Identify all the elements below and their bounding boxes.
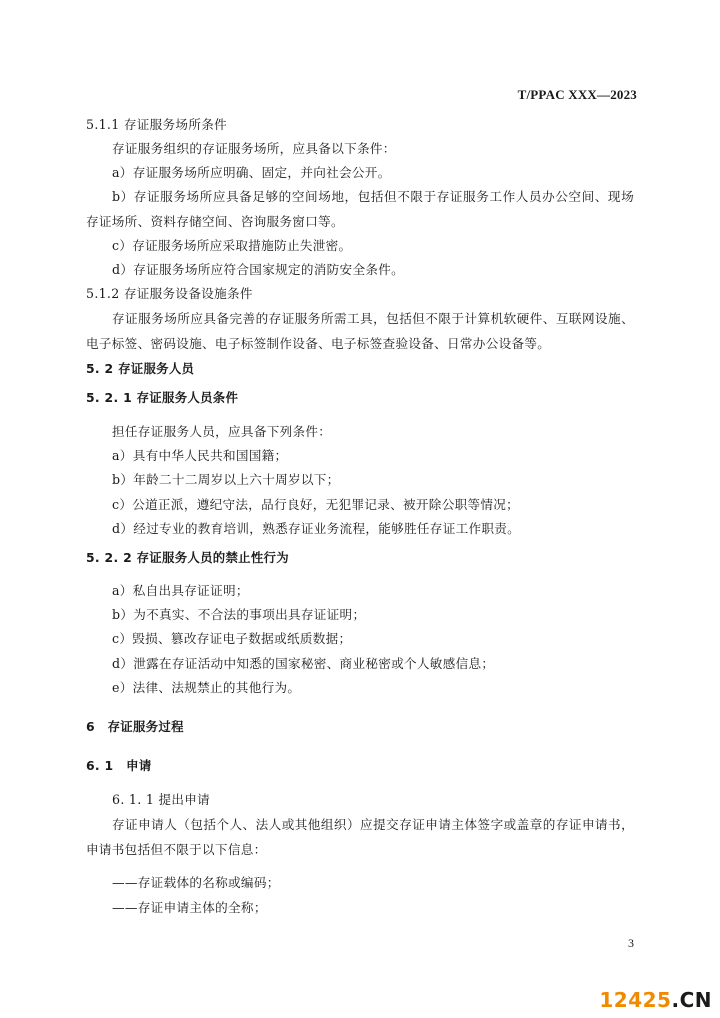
- paragraph: 存证服务组织的存证服务场所，应具备以下条件：: [112, 141, 396, 156]
- watermark-part: .CN: [671, 988, 712, 1012]
- list-item: c）公道正派，遵纪守法，品行良好，无犯罪记录、被开除公职等情况；: [112, 497, 520, 512]
- list-item: d）泄露在存证活动中知悉的国家秘密、商业秘密或个人敏感信息；: [112, 656, 495, 671]
- paragraph: 担任存证服务人员，应具备下列条件：: [112, 424, 332, 439]
- list-item: d）存证服务场所应符合国家规定的消防安全条件。: [112, 262, 405, 277]
- list-item: ——存证申请主体的全称；: [112, 900, 267, 915]
- section-5-2-2-title: 5. 2. 2 存证服务人员的禁止性行为: [86, 550, 289, 565]
- section-5-1-2-title: 5.1.2 存证服务设备设施条件: [86, 286, 253, 301]
- list-item: a）私自出具存证证明；: [112, 583, 249, 598]
- section-5-2-title: 5. 2 存证服务人员: [86, 361, 195, 376]
- watermark-part: 12425: [599, 988, 672, 1012]
- section-6-title: 6 存证服务过程: [86, 719, 184, 734]
- list-item: c）毁损、篡改存证电子数据或纸质数据；: [112, 631, 352, 646]
- list-item: e）法律、法规禁止的其他行为。: [112, 680, 301, 695]
- list-item: ——存证载体的名称或编码；: [112, 875, 280, 890]
- site-watermark-logo: [599, 988, 712, 1012]
- list-item: a）具有中华人民共和国国籍；: [112, 448, 288, 463]
- list-item: b）存证服务场所应具备足够的空间场地，包括但不限于存证服务工作人员办公空间、现场存证场所、资料存储空间、咨询服务窗口等。: [86, 189, 634, 229]
- section-6-1-1-title: 6. 1. 1 提出申请: [112, 792, 211, 807]
- list-item: d）经过专业的教育培训，熟悉存证业务流程，能够胜任存证工作职责。: [112, 521, 521, 536]
- list-item: b）为不真实、不合法的事项出具存证证明；: [112, 607, 366, 622]
- paragraph: 存证服务场所应具备完善的存证服务所需工具，包括但不限于计算机软硬件、互联网设施、电子标签、密码设施、电子标签制作设备、电子标签查验设备、日常办公设备等。: [86, 311, 634, 351]
- list-item: c）存证服务场所应采取措施防止失泄密。: [112, 238, 352, 253]
- document-code: T/PPAC XXX—2023: [517, 87, 637, 102]
- list-item: b）年龄二十二周岁以上六十周岁以下；: [112, 472, 340, 487]
- paragraph: 存证申请人（包括个人、法人或其他组织）应提交存证申请主体签字或盖章的存证申请书，申请书包括但不限于以下信息：: [86, 817, 634, 857]
- section-5-1-1-title: 5.1.1 存证服务场所条件: [86, 117, 227, 132]
- list-item: a）存证服务场所应明确、固定，并向社会公开。: [112, 165, 391, 180]
- section-5-2-1-title: 5. 2. 1 存证服务人员条件: [86, 390, 239, 405]
- section-6-1-title: 6. 1 申请: [86, 758, 152, 773]
- page-number: 3: [628, 936, 634, 950]
